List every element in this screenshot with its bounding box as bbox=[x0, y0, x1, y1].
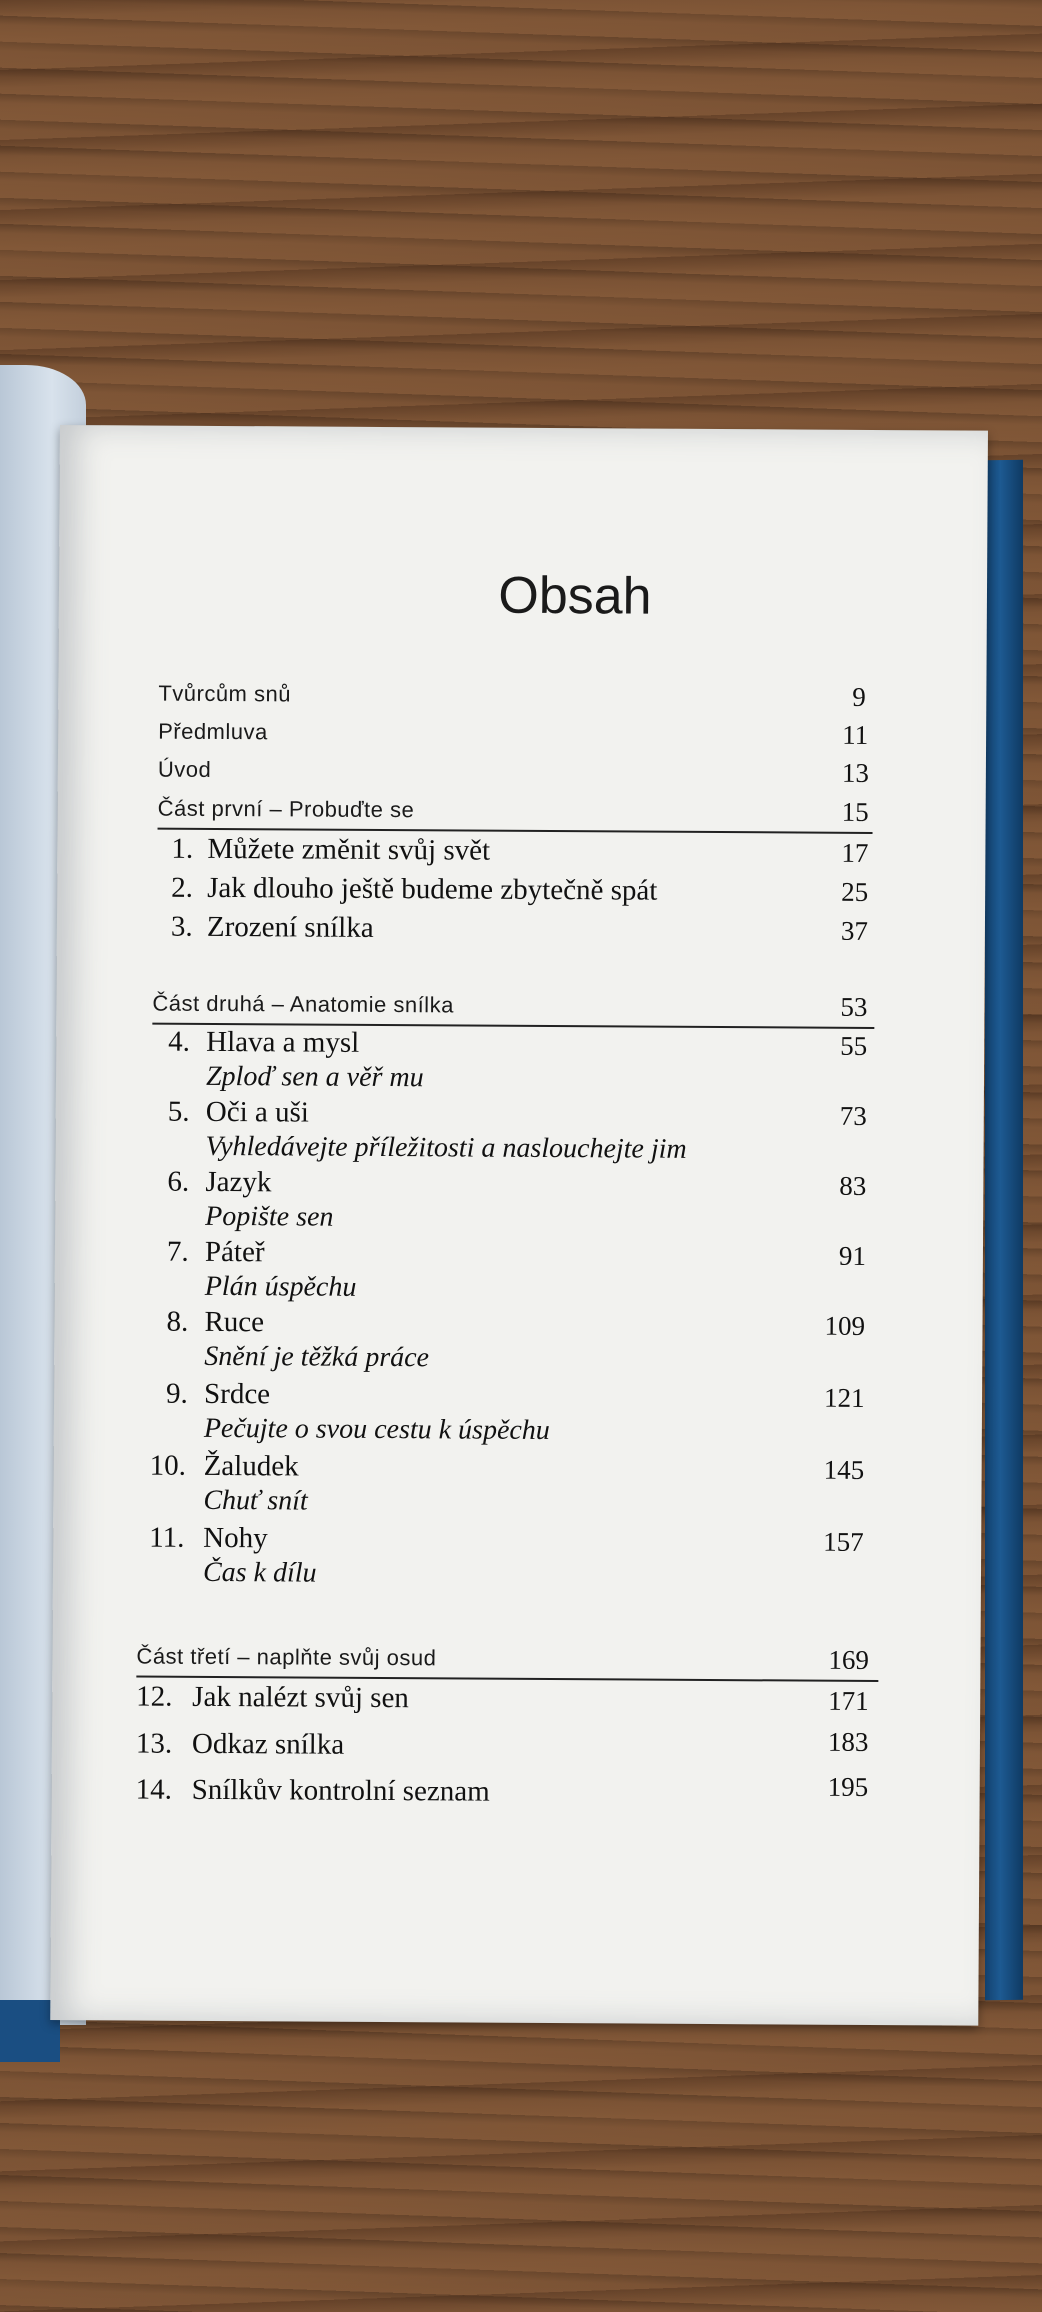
chapter-title: Žaludek bbox=[203, 1449, 299, 1483]
chapter-title: Snílkův kontrolní seznam bbox=[191, 1773, 490, 1808]
chapter-title: Oči a uši bbox=[205, 1095, 309, 1129]
part-page-1: 15 bbox=[841, 796, 869, 827]
part-label-1: Část první – Probuďte se bbox=[157, 795, 415, 823]
chapter-num: 4. bbox=[168, 1025, 191, 1058]
chapter-title: Ruce bbox=[204, 1305, 265, 1339]
chapter-page: 183 bbox=[827, 1726, 869, 1757]
chapter-page: 171 bbox=[828, 1685, 869, 1716]
chapter-num: 5. bbox=[167, 1095, 190, 1128]
chapter-subtitle: Zploď sen a věř mu bbox=[205, 1060, 424, 1094]
part-label-2: Část druhá – Anatomie snílka bbox=[152, 990, 454, 1018]
chapter-title: Zrození snílka bbox=[206, 910, 374, 944]
book-cover-edge bbox=[985, 460, 1023, 2000]
chapter-title: Můžete změnit svůj svět bbox=[207, 832, 491, 867]
front-label-intro: Úvod bbox=[157, 756, 212, 782]
chapter-page: 109 bbox=[824, 1310, 866, 1341]
chapter-num: 13. bbox=[135, 1727, 173, 1760]
chapter-title: Srdce bbox=[203, 1377, 271, 1411]
front-label-foreword: Předmluva bbox=[158, 718, 268, 745]
chapter-title: Jak nalézt svůj sen bbox=[192, 1680, 409, 1715]
chapter-page: 145 bbox=[823, 1454, 865, 1485]
chapter-subtitle: Vyhledávejte příležitosti a naslouchejte jim bbox=[205, 1130, 687, 1165]
chapter-title: Hlava a mysl bbox=[206, 1025, 360, 1059]
chapter-subtitle: Chuť snít bbox=[203, 1484, 308, 1517]
chapter-page: 73 bbox=[839, 1100, 867, 1131]
chapter-title: Nohy bbox=[203, 1521, 268, 1555]
part-page-3: 169 bbox=[828, 1644, 870, 1675]
chapter-num: 11. bbox=[149, 1521, 185, 1554]
chapter-page: 25 bbox=[841, 876, 869, 907]
contents-page bbox=[50, 425, 988, 2026]
front-page-intro: 13 bbox=[841, 757, 869, 788]
chapter-num: 12. bbox=[136, 1680, 173, 1713]
chapter-num: 6. bbox=[167, 1165, 190, 1198]
chapter-num: 7. bbox=[166, 1235, 189, 1268]
chapter-page: 83 bbox=[839, 1170, 867, 1201]
chapter-page: 17 bbox=[841, 837, 869, 868]
chapter-subtitle: Plán úspěchu bbox=[204, 1270, 357, 1303]
page-title: Obsah bbox=[498, 566, 652, 626]
front-page-foreword: 11 bbox=[842, 719, 869, 750]
chapter-page: 55 bbox=[840, 1030, 868, 1061]
chapter-num: 1. bbox=[171, 832, 194, 865]
chapter-title: Odkaz snílka bbox=[191, 1727, 345, 1761]
front-page-dedication: 9 bbox=[852, 681, 866, 712]
chapter-subtitle: Snění je těžká práce bbox=[204, 1340, 430, 1374]
chapter-num: 10. bbox=[149, 1449, 186, 1482]
chapter-title: Jak dlouho ještě budeme zbytečně spát bbox=[207, 871, 658, 907]
part-page-2: 53 bbox=[840, 991, 868, 1022]
chapter-page: 195 bbox=[827, 1771, 869, 1802]
chapter-page: 157 bbox=[823, 1526, 864, 1557]
chapter-num: 2. bbox=[171, 871, 194, 904]
chapter-num: 9. bbox=[165, 1377, 188, 1410]
front-label-dedication: Tvůrcům snů bbox=[158, 680, 292, 707]
chapter-page: 91 bbox=[838, 1240, 867, 1271]
chapter-num: 8. bbox=[166, 1305, 189, 1338]
chapter-num: 14. bbox=[135, 1773, 173, 1806]
chapter-subtitle: Pečujte o svou cestu k úspěchu bbox=[203, 1412, 550, 1447]
chapter-subtitle: Čas k dílu bbox=[202, 1556, 317, 1589]
chapter-subtitle: Popište sen bbox=[205, 1200, 334, 1233]
chapter-page: 121 bbox=[823, 1382, 865, 1413]
part-label-3: Část třetí – naplňte svůj osud bbox=[136, 1643, 437, 1671]
chapter-page: 37 bbox=[840, 915, 869, 946]
chapter-num: 3. bbox=[170, 910, 193, 943]
chapter-title: Jazyk bbox=[205, 1165, 272, 1199]
chapter-title: Páteř bbox=[204, 1235, 265, 1269]
